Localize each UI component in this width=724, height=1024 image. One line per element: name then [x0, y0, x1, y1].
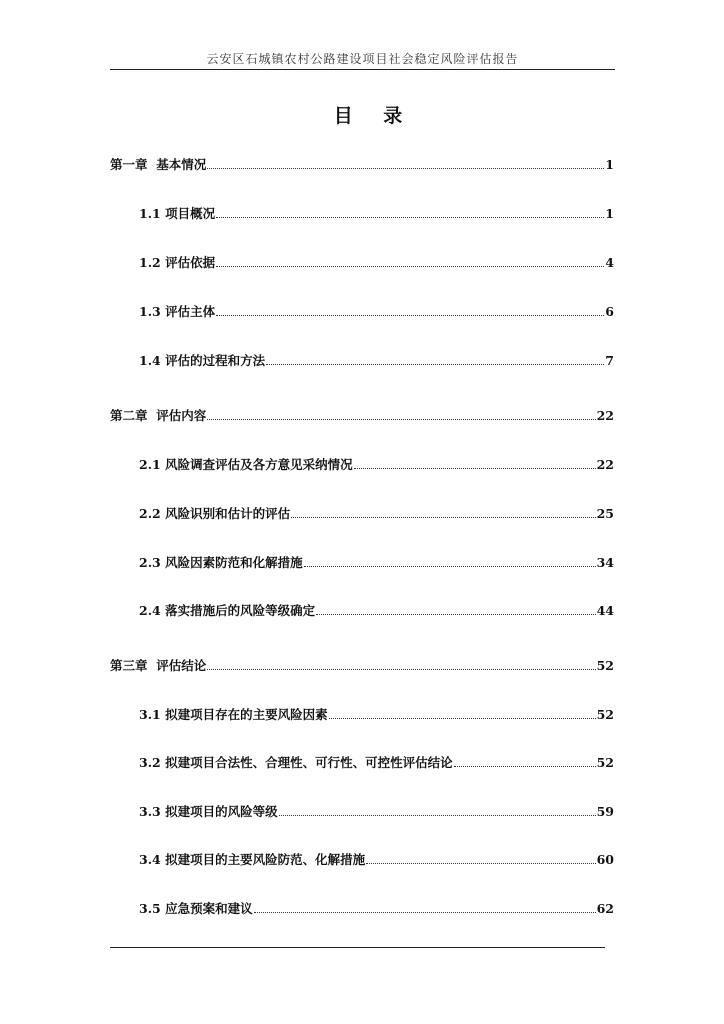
toc-entry-number: 2.2: [139, 506, 166, 521]
toc-entry[interactable]: [139, 504, 614, 522]
toc-entry-label: 应急预案和建议: [165, 901, 253, 916]
toc-entry-label: 项目概况: [165, 206, 216, 221]
toc-leader: [266, 364, 604, 365]
toc-entry[interactable]: [139, 553, 614, 571]
toc-entry-number: 第三章: [110, 658, 157, 673]
toc-entry[interactable]: [139, 850, 614, 868]
toc-leader: [216, 266, 604, 267]
toc-leader: [454, 766, 596, 767]
toc-entry-label: 风险因素防范和化解措施: [165, 555, 303, 570]
toc-entry-page: 44: [596, 603, 614, 618]
toc-leader: [216, 217, 604, 218]
toc-entry-label: 评估主体: [165, 304, 216, 319]
toc-entry-label: 评估的过程和方法: [165, 353, 266, 368]
toc-entry-page: 34: [596, 555, 614, 570]
toc-entry-page: 25: [596, 506, 614, 521]
toc-entry-label: 评估依据: [165, 255, 216, 270]
page-title: 目 录: [333, 105, 415, 127]
toc-entry-label: 拟建项目的风险等级: [165, 804, 278, 819]
toc-entry[interactable]: [110, 406, 614, 424]
toc-leader: [354, 468, 596, 469]
toc-entry-page: 1: [605, 206, 614, 221]
toc-leader: [316, 614, 595, 615]
toc-entry-page: 59: [596, 804, 614, 819]
toc-entry-page: 52: [596, 755, 614, 770]
toc-entry-number: 1.2: [139, 255, 166, 270]
toc-entry[interactable]: [139, 351, 614, 369]
toc-leader: [207, 168, 604, 169]
toc-entry[interactable]: [139, 204, 614, 222]
toc-entry-page: 6: [605, 304, 614, 319]
toc-entry[interactable]: [110, 656, 614, 674]
toc-entry-number: 2.1: [139, 457, 166, 472]
toc-entry-number: 3.1: [139, 707, 166, 722]
toc-entry-page: 52: [596, 658, 614, 673]
toc-leader: [207, 669, 595, 670]
toc-entry-number: 1.1: [139, 206, 166, 221]
toc-leader: [216, 315, 604, 316]
toc-entry-page: 62: [596, 901, 614, 916]
toc-entry-page: 1: [605, 157, 614, 172]
toc-entry-page: 4: [605, 255, 614, 270]
toc-entry-page: 60: [596, 852, 614, 867]
toc-entry-label: 拟建项目合法性、合理性、可行性、可控性评估结论: [165, 755, 453, 770]
toc-entry-page: 22: [596, 457, 614, 472]
toc-entry-page: 22: [596, 408, 614, 423]
toc-entry-label: 评估内容: [156, 408, 207, 423]
toc-entry-number: 1.3: [139, 304, 166, 319]
toc-entry[interactable]: [139, 253, 614, 271]
toc-entry-number: 2.3: [139, 555, 166, 570]
toc-leader: [329, 718, 596, 719]
toc-entry-page: 7: [605, 353, 614, 368]
toc-entry-number: 3.5: [139, 901, 166, 916]
toc-entry-page: 52: [596, 707, 614, 722]
toc-leader: [304, 566, 596, 567]
toc-entry-number: 3.3: [139, 804, 166, 819]
toc-leader: [366, 863, 595, 864]
toc-entry-label: 风险识别和估计的评估: [165, 506, 291, 521]
toc-leader: [291, 517, 595, 518]
toc-entry[interactable]: [139, 802, 614, 820]
toc-entry-number: 3.4: [139, 852, 166, 867]
toc-entry[interactable]: [139, 705, 614, 723]
toc-entry-number: 第二章: [110, 408, 157, 423]
toc-leader: [207, 419, 595, 420]
footer-rule: [110, 947, 605, 948]
toc-entry[interactable]: [139, 601, 614, 619]
toc-entry-number: 第一章: [110, 157, 157, 172]
toc-leader: [279, 815, 596, 816]
toc-entry-label: 评估结论: [156, 658, 207, 673]
toc-entry[interactable]: [139, 899, 614, 917]
toc-entry-label: 落实措施后的风险等级确定: [165, 603, 316, 618]
toc-entry-label: 风险调查评估及各方意见采纳情况: [165, 457, 353, 472]
toc-entry-number: 3.2: [139, 755, 166, 770]
toc-entry-number: 2.4: [139, 603, 166, 618]
toc-entry-label: 拟建项目存在的主要风险因素: [165, 707, 328, 722]
page-header: 云安区石城镇农村公路建设项目社会稳定风险评估报告: [206, 52, 519, 66]
toc-leader: [254, 912, 596, 913]
toc-entry[interactable]: [139, 302, 614, 320]
toc-entry[interactable]: [139, 753, 614, 771]
toc-entry-label: 拟建项目的主要风险防范、化解措施: [165, 852, 366, 867]
toc-entry[interactable]: [110, 155, 614, 173]
toc-entry-label: 基本情况: [156, 157, 207, 172]
toc-entry[interactable]: [139, 455, 614, 473]
toc-entry-number: 1.4: [139, 353, 166, 368]
